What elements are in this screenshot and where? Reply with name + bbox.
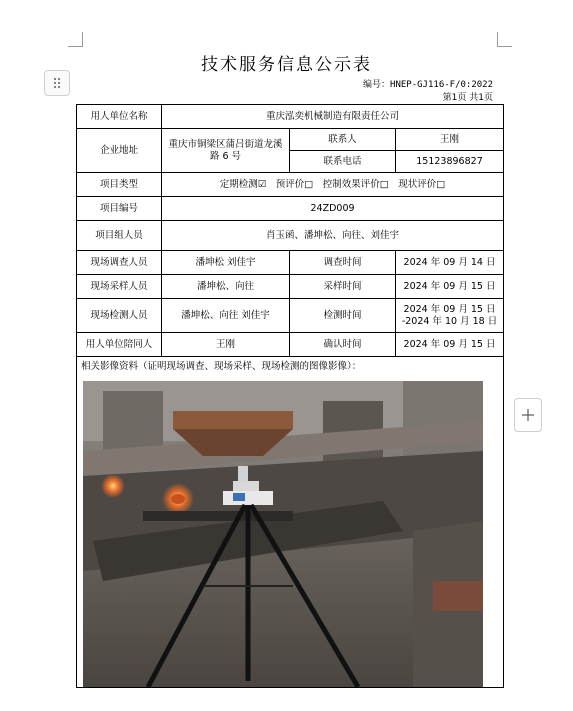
project-type-value: 定期检测☑ 预评价□ 控制效果评价□ 现状评价□	[162, 173, 504, 197]
table-row	[77, 251, 504, 275]
project-type-label: 项目类型	[77, 173, 162, 197]
user-unit-label: 用人单位名称	[77, 105, 162, 129]
user-unit-value: 重庆泓奕机械制造有限责任公司	[162, 105, 504, 129]
team-label: 项目组人员	[77, 221, 162, 251]
sampling-time-label: 采样时间	[290, 275, 396, 299]
table-row	[77, 333, 504, 357]
contact-label: 联系人	[290, 129, 396, 151]
page-info: 第1页 共1页	[442, 93, 493, 103]
table-row	[77, 129, 504, 151]
table-row	[77, 173, 504, 197]
document-number: 编号：HNEP-GJ116-F/0:2022	[363, 80, 493, 90]
photos-caption: 相关影像资料（证明现场调查、现场采样、现场检测的图像影像）：	[81, 361, 362, 372]
survey-staff-value: 潘坤松 刘佳宇	[162, 251, 290, 275]
table-row	[77, 105, 504, 129]
survey-time-value: 2024 年 09 月 14 日	[396, 251, 504, 275]
table-row	[77, 221, 504, 251]
address-label: 企业地址	[77, 129, 162, 173]
table-row	[77, 299, 504, 333]
testing-time-end: -2024 年 10 月 18 日	[401, 315, 498, 327]
project-no-label: 项目编号	[77, 197, 162, 221]
add-block-button[interactable]	[514, 398, 542, 432]
confirm-time-value: 2024 年 09 月 15 日	[396, 333, 504, 357]
testing-time-start: 2024 年 09 月 15 日	[403, 303, 496, 315]
phone-label: 联系电话	[290, 151, 396, 173]
testing-staff-value: 潘坤松、向往 刘佳宇	[162, 299, 290, 333]
escort-value: 王刚	[162, 333, 290, 357]
survey-time-label: 调查时间	[290, 251, 396, 275]
survey-staff-label: 现场调查人员	[77, 251, 162, 275]
site-photo	[83, 381, 483, 687]
contact-value: 王刚	[396, 129, 504, 151]
project-no-value: 24ZD009	[162, 197, 504, 221]
document-title: 技术服务信息公示表	[201, 55, 372, 75]
testing-staff-label: 现场检测人员	[77, 299, 162, 333]
photo-section	[77, 357, 504, 688]
team-value: 肖玉函、潘坤松、向往、刘佳宇	[162, 221, 504, 251]
drag-handle-icon	[52, 77, 62, 89]
testing-time-label: 检测时间	[290, 299, 396, 333]
phone-value: 15123896827	[396, 151, 504, 173]
page-corner-mark-right	[497, 32, 512, 47]
site-photo-image	[83, 381, 483, 687]
sampling-staff-value: 潘坤松、向往	[162, 275, 290, 299]
plus-icon	[521, 408, 535, 422]
address-value: 重庆市铜梁区蒲吕街道龙溪路 6 号	[162, 129, 290, 173]
escort-label: 用人单位陪同人	[77, 333, 162, 357]
table-row	[77, 357, 504, 688]
sampling-time-value: 2024 年 09 月 15 日	[396, 275, 504, 299]
service-info-table	[76, 104, 504, 688]
testing-time-value	[396, 299, 504, 333]
table-row	[77, 275, 504, 299]
sampling-staff-label: 现场采样人员	[77, 275, 162, 299]
page-corner-mark-left	[68, 32, 83, 47]
table-row	[77, 197, 504, 221]
confirm-time-label: 确认时间	[290, 333, 396, 357]
